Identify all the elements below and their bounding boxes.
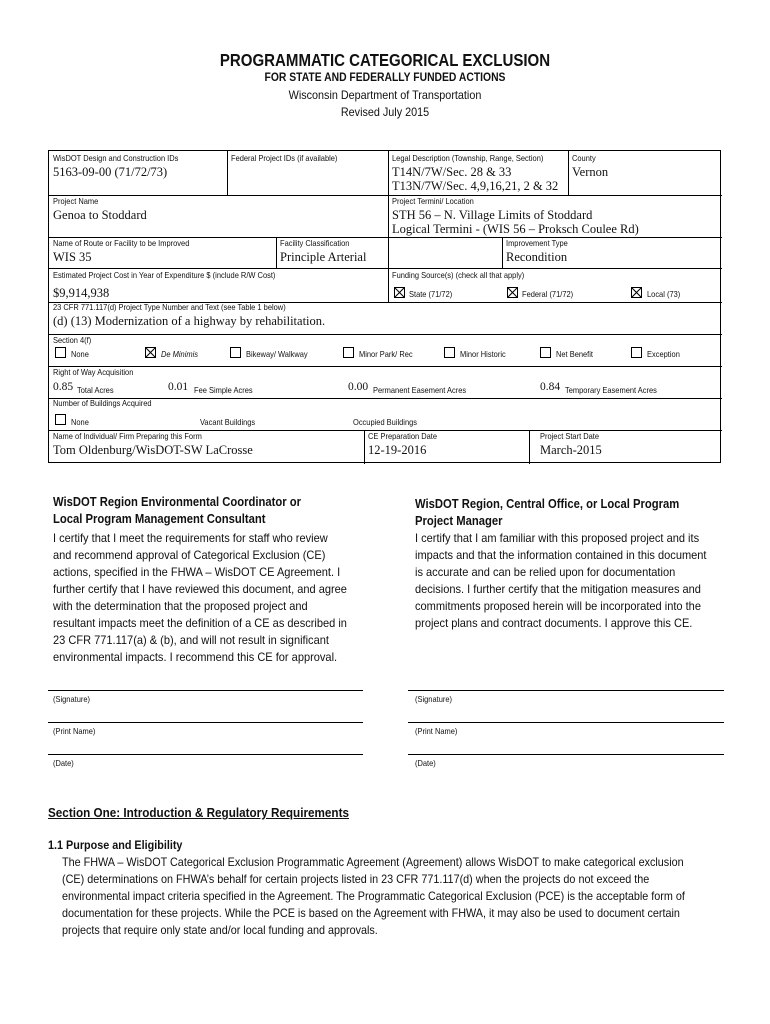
section4f-none-checkbox[interactable]: [55, 347, 66, 358]
print-name-line-right[interactable]: [408, 722, 724, 723]
signature-label: (Signature): [415, 694, 453, 704]
section4f-historic-checkbox[interactable]: [444, 347, 455, 358]
print-name-line-left[interactable]: [48, 722, 363, 723]
project-name-label: Project Name: [53, 196, 99, 206]
cert-left-heading: WisDOT Region Environmental Coordinator or: [53, 495, 302, 509]
cert-right-line: commitments proposed herein will be incorporated into the: [415, 599, 701, 613]
section4f-label: Section 4(f): [53, 335, 92, 345]
funding-state-checkbox[interactable]: [394, 287, 405, 298]
funding-local-checkbox[interactable]: [631, 287, 642, 298]
body-line: (CE) determinations on FHWA’s behalf for certain projects listed in 23 CFR 771.117(d) when the projects do not exceed the: [62, 872, 650, 886]
divider: [388, 268, 389, 302]
date-line-left[interactable]: [48, 754, 363, 755]
project-name-field[interactable]: Genoa to Stoddard: [53, 208, 147, 222]
cert-left-line: and recommend approval of Categorical Exclusion (CE): [53, 548, 326, 562]
print-name-label: (Print Name): [53, 726, 96, 736]
section4f-option-label: Minor Park/ Rec: [359, 349, 413, 359]
cost-field[interactable]: $9,914,938: [53, 286, 110, 300]
cert-left-line: I certify that I meet the requirements for staff who review: [53, 531, 328, 545]
print-name-label: (Print Name): [415, 726, 458, 736]
cert-left-line: 23 CFR 771.117(a) & (b), and will not result in significant: [53, 633, 329, 647]
cert-right-line: I certify that I am familiar with this proposed project and its: [415, 531, 700, 545]
cert-left-line: further certify that I have reviewed this document, and agree: [53, 582, 347, 596]
termini-label: Project Termini/ Location: [392, 196, 474, 206]
date-label: (Date): [415, 758, 436, 768]
cert-left-line: actions, specified in the FHWA – WisDOT CE Agreement. I: [53, 565, 341, 579]
buildings-none-checkbox[interactable]: [55, 414, 66, 425]
funding-federal-label: Federal (71/72): [522, 289, 574, 299]
divider: [49, 268, 722, 269]
divider: [227, 151, 228, 195]
row-total-field[interactable]: 0.85: [53, 381, 74, 393]
route-field[interactable]: WIS 35: [53, 250, 92, 264]
facility-class-label: Facility Classification: [280, 238, 350, 248]
cert-right-line: is accurate and can be relied upon for documentation: [415, 565, 676, 579]
section4f-option-label: De Minimis: [161, 349, 198, 359]
improvement-type-field[interactable]: Recondition: [506, 250, 568, 264]
route-label: Name of Route or Facility to be Improved: [53, 238, 190, 248]
row-temporary-label: Temporary Easement Acres: [565, 385, 657, 395]
section4f-exception-checkbox[interactable]: [631, 347, 642, 358]
buildings-none-label: None: [71, 417, 89, 427]
cert-right-line: impacts and that the information contained in this document: [415, 548, 707, 562]
date-line-right[interactable]: [408, 754, 724, 755]
buildings-label: Number of Buildings Acquired: [53, 398, 152, 408]
design-ids-label: WisDOT Design and Construction IDs: [53, 153, 179, 163]
cert-right-heading: WisDOT Region, Central Office, or Local Program: [415, 497, 680, 511]
date-label: (Date): [53, 758, 74, 768]
divider: [568, 151, 569, 195]
ce-date-field[interactable]: 12-19-2016: [368, 443, 427, 457]
divider: [502, 237, 503, 268]
start-date-label: Project Start Date: [540, 431, 600, 441]
divider: [49, 366, 722, 367]
body-line: The FHWA – WisDOT Categorical Exclusion Programmatic Agreement (Agreement) allows WisDOT to make categorical exclusion: [62, 855, 684, 869]
county-label: County: [572, 153, 596, 163]
cert-right-body: [415, 530, 707, 632]
section4f-option-label: None: [71, 349, 89, 359]
cert-right-line: project plans and contract documents. I approve this CE.: [415, 616, 693, 630]
federal-ids-label: Federal Project IDs (if available): [231, 153, 338, 163]
section4f-bikeway-checkbox[interactable]: [230, 347, 241, 358]
section4f-netbenefit-checkbox[interactable]: [540, 347, 551, 358]
facility-class-field[interactable]: Principle Arterial: [280, 250, 367, 264]
section4f-option-label: Net Benefit: [556, 349, 594, 359]
row-temporary-field[interactable]: 0.84: [540, 381, 561, 393]
signature-label: (Signature): [53, 694, 91, 704]
divider: [49, 334, 722, 335]
preparer-field[interactable]: Tom Oldenburg/WisDOT-SW LaCrosse: [53, 443, 253, 457]
revision-date: Revised July 2015: [340, 105, 430, 119]
start-date-field[interactable]: March-2015: [540, 443, 602, 457]
cert-left-line: environmental impacts. I recommend this CE for approval.: [53, 650, 338, 664]
ce-date-label: CE Preparation Date: [368, 431, 438, 441]
funding-label: Funding Source(s) (check all that apply): [392, 270, 525, 280]
document-title: PROGRAMMATIC CATEGORICAL EXCLUSION: [219, 50, 551, 70]
section4f-deminimis-checkbox[interactable]: [145, 347, 156, 358]
cert-right-heading: Project Manager: [415, 514, 503, 528]
vacant-buildings-label: Vacant Buildings: [200, 417, 256, 427]
purpose-subheading: 1.1 Purpose and Eligibility: [48, 838, 183, 852]
row-permanent-field[interactable]: 0.00: [348, 381, 369, 393]
county-field[interactable]: Vernon: [572, 165, 609, 179]
termini-line2[interactable]: Logical Termini - (WIS 56 – Proksch Coulee Rd): [392, 222, 639, 236]
divider: [529, 430, 530, 464]
cost-label: Estimated Project Cost in Year of Expenditure $ (include R/W Cost): [53, 270, 276, 280]
cert-left-heading: Local Program Management Consultant: [53, 512, 266, 526]
row-acquisition-label: Right of Way Acquisition: [53, 367, 134, 377]
signature-line-right[interactable]: [408, 690, 724, 691]
divider: [49, 195, 722, 196]
funding-state-label: State (71/72): [409, 289, 453, 299]
cert-left-body: [53, 530, 347, 666]
divider: [276, 237, 277, 268]
project-type-field[interactable]: (d) (13) Modernization of a highway by rehabilitation.: [53, 314, 326, 328]
body-line: documentation for these projects. While the PCE is based on the Agreement with FHWA, it may also be used to document certain: [62, 906, 680, 920]
agency-name: Wisconsin Department of Transportation: [288, 88, 482, 102]
legal-description-line2[interactable]: T13N/7W/Sec. 4,9,16,21, 2 & 32: [392, 179, 559, 193]
section-one-title: Section One: Introduction & Regulatory Requirements: [48, 805, 349, 820]
section4f-park-checkbox[interactable]: [343, 347, 354, 358]
legal-description-line1[interactable]: T14N/7W/Sec. 28 & 33: [392, 165, 512, 179]
cert-right-line: decisions. I further certify that the mitigation measures and: [415, 582, 701, 596]
termini-line1[interactable]: STH 56 – N. Village Limits of Stoddard: [392, 208, 593, 222]
row-fee-field[interactable]: 0.01: [168, 381, 189, 393]
body-line: projects that require only state and/or local funding and approvals.: [62, 923, 378, 937]
funding-local-label: Local (73): [647, 289, 681, 299]
section4f-option-label: Exception: [647, 349, 680, 359]
cert-left-line: with the determination that the proposed project and: [53, 599, 308, 613]
occupied-buildings-label: Occupied Buildings: [353, 417, 418, 427]
cert-left-line: resultant impacts meet the definition of a CE as described in: [53, 616, 347, 630]
body-line: environmental impact criteria specified in the Agreement. The Programmatic Categorical Exclusion (PCE) is the acceptable form of: [62, 889, 685, 903]
legal-description-label: Legal Description (Township, Range, Section): [392, 153, 544, 163]
section-one-body: [62, 854, 719, 939]
divider: [388, 151, 389, 268]
divider: [364, 430, 365, 464]
design-ids-field[interactable]: 5163-09-00 (71/72/73): [53, 165, 168, 179]
project-type-label: 23 CFR 771.117(d) Project Type Number and Text (see Table 1 below): [53, 302, 286, 312]
section4f-option-label: Minor Historic: [460, 349, 506, 359]
row-permanent-label: Permanent Easement Acres: [373, 385, 467, 395]
row-total-label: Total Acres: [77, 385, 114, 395]
document-subtitle: FOR STATE AND FEDERALLY FUNDED ACTIONS: [264, 72, 506, 84]
preparer-label: Name of Individual/ Firm Preparing this Form: [53, 431, 202, 441]
signature-line-left[interactable]: [48, 690, 363, 691]
row-fee-label: Fee Simple Acres: [194, 385, 253, 395]
improvement-type-label: Improvement Type: [506, 238, 568, 248]
section4f-option-label: Bikeway/ Walkway: [246, 349, 308, 359]
funding-federal-checkbox[interactable]: [507, 287, 518, 298]
